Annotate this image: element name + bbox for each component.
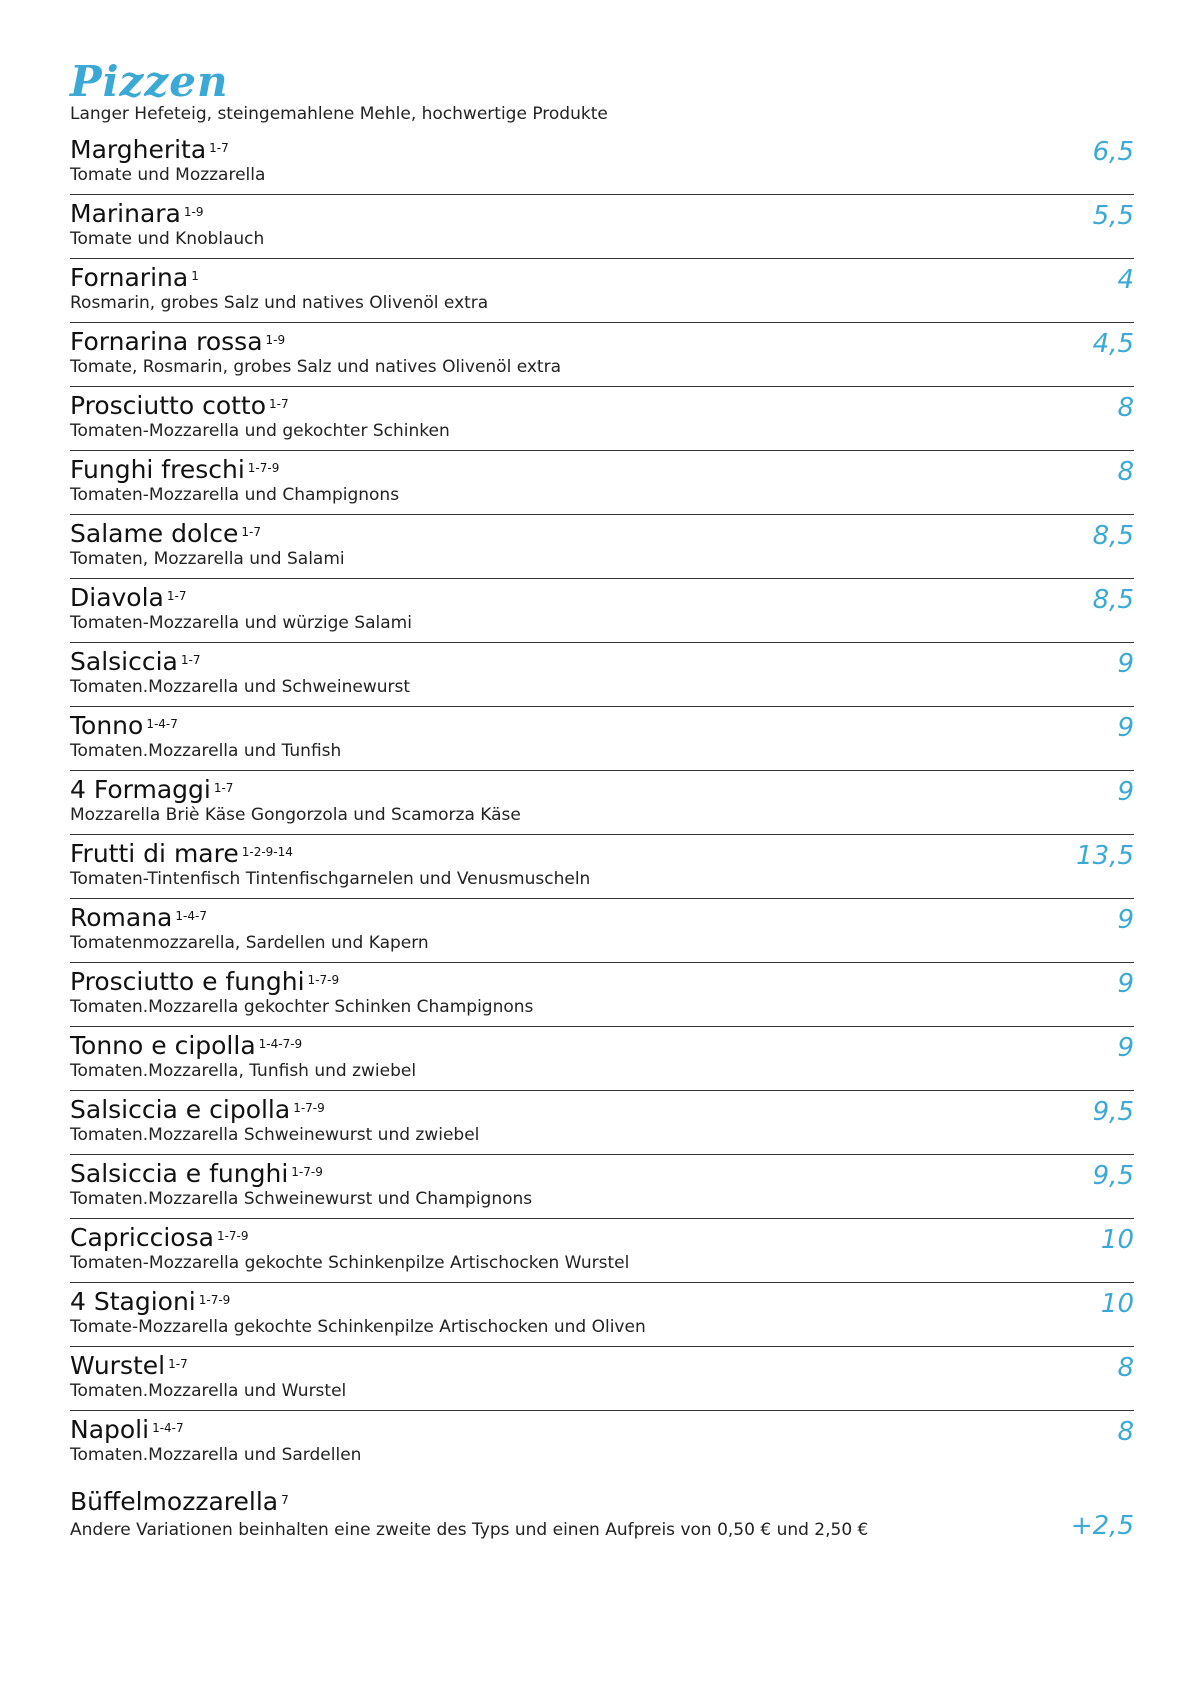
menu-item-allergens: 1-7: [213, 781, 234, 795]
menu-item-price: 5,5: [1092, 201, 1134, 231]
menu-item-allergens: 1-2-9-14: [241, 845, 293, 859]
menu-item: [70, 1091, 1134, 1155]
menu-item: [70, 899, 1134, 963]
menu-item-list: [70, 131, 1134, 1475]
menu-item-allergens: 1-4-7: [175, 909, 207, 923]
extra-item-price: +2,5: [1070, 1511, 1134, 1541]
menu-item-allergens: 1-4-7: [146, 717, 178, 731]
menu-item: [70, 1283, 1134, 1347]
menu-item: [70, 707, 1134, 771]
menu-item-price: 9: [1117, 905, 1134, 935]
menu-item: [70, 771, 1134, 835]
menu-item-allergens: 1-4-7-9: [258, 1037, 303, 1051]
extra-item-allergens: 7: [281, 1493, 289, 1507]
menu-item-allergens: 1: [191, 269, 199, 283]
menu-item-name: Fornarina $^1$: [70, 263, 199, 292]
menu-item: [70, 1347, 1134, 1411]
menu-item-name: Tonno e cipolla $^{1-4-7-9}$: [70, 1031, 303, 1060]
menu-item-description: Tomaten.Mozzarella Schweinewurst und Champignons: [70, 1189, 533, 1209]
menu-item-price: 6,5: [1092, 137, 1134, 167]
menu-item-price: 8: [1117, 393, 1134, 423]
menu-item-allergens: 1-7-9: [198, 1293, 231, 1307]
menu-item-allergens: 1-7: [269, 397, 289, 411]
menu-item-allergens: 1-7: [209, 141, 229, 155]
menu-item-allergens: 1-7: [168, 1357, 188, 1371]
menu-item-description: Tomate, Rosmarin, grobes Salz und natives Olivenöl extra: [70, 357, 562, 377]
menu-item-name: Capricciosa $^{1-7-9}$: [70, 1223, 249, 1252]
menu-item-description: Tomaten-Mozzarella und gekochter Schinken: [70, 421, 450, 441]
menu-item-price: 8: [1117, 457, 1134, 487]
menu-item-description: Tomaten.Mozzarella und Schweinewurst: [70, 677, 411, 697]
menu-item-price: 9: [1117, 777, 1134, 807]
menu-item-description: Tomaten-Mozzarella und würzige Salami: [70, 613, 412, 633]
menu-item-price: 4: [1117, 265, 1134, 295]
menu-item-description: Tomatenmozzarella, Sardellen und Kapern: [70, 933, 429, 953]
menu-item: [70, 963, 1134, 1027]
menu-item-description: Mozzarella Briè Käse Gongorzola und Scamorza Käse: [70, 805, 521, 825]
menu-item-description: Tomate und Knoblauch: [70, 229, 265, 249]
menu-item-name: Salsiccia e cipolla $^{1-7-9}$: [70, 1095, 325, 1124]
menu-item: [70, 579, 1134, 643]
extra-item-name: Büffelmozzarella $^7$: [70, 1487, 289, 1516]
extra-item-description: Andere Variationen beinhalten eine zweite des Typs und einen Aufpreis von 0,50 € und 2,50 €: [70, 1520, 869, 1540]
menu-item-description: Tomaten.Mozzarella und Sardellen: [70, 1445, 362, 1465]
menu-item: [70, 323, 1134, 387]
menu-item-price: 4,5: [1092, 329, 1134, 359]
menu-item-name: Prosciutto cotto $^{1-7}$: [70, 391, 289, 420]
menu-item: [70, 195, 1134, 259]
menu-item-price: 9,5: [1092, 1161, 1134, 1191]
menu-item-allergens: 1-7-9: [291, 1165, 323, 1179]
menu-item: [70, 387, 1134, 451]
menu-item-price: 9: [1117, 1033, 1134, 1063]
menu-item-name: Salsiccia $^{1-7}$: [70, 647, 201, 676]
menu-item-name: Napoli $^{1-4-7}$: [70, 1415, 184, 1444]
menu-item: [70, 643, 1134, 707]
menu-item-description: Tomaten.Mozzarella gekochter Schinken Champignons: [70, 997, 534, 1017]
menu-item-price: 9: [1117, 649, 1134, 679]
menu-item-name: Frutti di mare $^{1-2-9-14}$: [70, 839, 293, 868]
menu-subtitle: Langer Hefeteig, steingemahlene Mehle, hochwertige Produkte: [70, 104, 608, 124]
menu-item-description: Tomaten.Mozzarella und Wurstel: [70, 1381, 347, 1401]
menu-item-allergens: 1-4-7: [152, 1421, 184, 1435]
menu-item: [70, 451, 1134, 515]
menu-item-name: 4 Formaggi $^{1-7}$: [70, 775, 234, 804]
menu-item-name: Salsiccia e funghi $^{1-7-9}$: [70, 1159, 323, 1188]
menu-item-price: 9,5: [1092, 1097, 1134, 1127]
menu-item-description: Tomaten.Mozzarella Schweinewurst und zwiebel: [70, 1125, 480, 1145]
menu-item: [70, 1027, 1134, 1091]
menu-item: [70, 835, 1134, 899]
menu-item-name: Fornarina rossa $^{1-9}$: [70, 327, 286, 356]
menu-item: [70, 515, 1134, 579]
menu-item-description: Tomaten-Mozzarella und Champignons: [70, 485, 400, 505]
menu-item-price: 10: [1100, 1289, 1134, 1319]
menu-item-description: Tomaten.Mozzarella und Tunfish: [70, 741, 342, 761]
menu-item-allergens: 1-7: [180, 653, 201, 667]
menu-item-description: Tomate und Mozzarella: [70, 165, 266, 185]
menu-item-description: Tomaten.Mozzarella, Tunfish und zwiebel: [70, 1061, 417, 1081]
menu-item-description: Rosmarin, grobes Salz und natives Olivenöl extra: [70, 293, 489, 313]
menu-item: [70, 1155, 1134, 1219]
menu-item-allergens: 1-7-9: [216, 1229, 249, 1243]
menu-item-allergens: 1-7-9: [293, 1101, 325, 1115]
menu-item-name: Wurstel $^{1-7}$: [70, 1351, 188, 1380]
menu-item: [70, 259, 1134, 323]
menu-item-name: Diavola $^{1-7}$: [70, 583, 187, 612]
menu-item-price: 8: [1117, 1417, 1134, 1447]
menu-item-price: 8,5: [1092, 521, 1134, 551]
menu-item-name: Tonno $^{1-4-7}$: [70, 711, 178, 740]
menu-item-description: Tomaten-Tintenfisch Tintenfischgarnelen und Venusmuscheln: [70, 869, 591, 889]
menu-item-name: Prosciutto e funghi $^{1-7-9}$: [70, 967, 340, 996]
menu-item-name: 4 Stagioni $^{1-7-9}$: [70, 1287, 231, 1316]
menu-title: Pizzen: [70, 57, 229, 106]
menu-item-allergens: 1-7: [241, 525, 261, 539]
menu-item: [70, 1219, 1134, 1283]
menu-item-price: 8,5: [1092, 585, 1134, 615]
menu-item-name: Romana $^{1-4-7}$: [70, 903, 207, 932]
menu-item-name: Salame dolce $^{1-7}$: [70, 519, 261, 548]
menu-item-allergens: 1-7-9: [307, 973, 340, 987]
menu-item-price: 9: [1117, 969, 1134, 999]
menu-item-allergens: 1-9: [183, 205, 204, 219]
menu-item-allergens: 1-9: [265, 333, 286, 347]
menu-item-name: Funghi freschi $^{1-7-9}$: [70, 455, 280, 484]
menu-item-allergens: 1-7-9: [247, 461, 280, 475]
menu-item-description: Tomaten, Mozzarella und Salami: [70, 549, 345, 569]
menu-item: [70, 131, 1134, 195]
menu-item-price: 13,5: [1076, 841, 1134, 871]
menu-item-allergens: 1-7: [166, 589, 187, 603]
menu-page: [70, 58, 1134, 1547]
menu-item-name: Marinara $^{1-9}$: [70, 199, 204, 228]
menu-item-price: 10: [1100, 1225, 1134, 1255]
menu-item-name: Margherita $^{1-7}$: [70, 135, 229, 164]
menu-item-description: Tomaten-Mozzarella gekochte Schinkenpilze Artischocken Wurstel: [70, 1253, 630, 1273]
menu-item-description: Tomate-Mozzarella gekochte Schinkenpilze Artischocken und Oliven: [70, 1317, 646, 1337]
menu-item-price: 9: [1117, 713, 1134, 743]
menu-item: [70, 1411, 1134, 1475]
menu-extra-item: [70, 1483, 1134, 1547]
menu-item-price: 8: [1117, 1353, 1134, 1383]
